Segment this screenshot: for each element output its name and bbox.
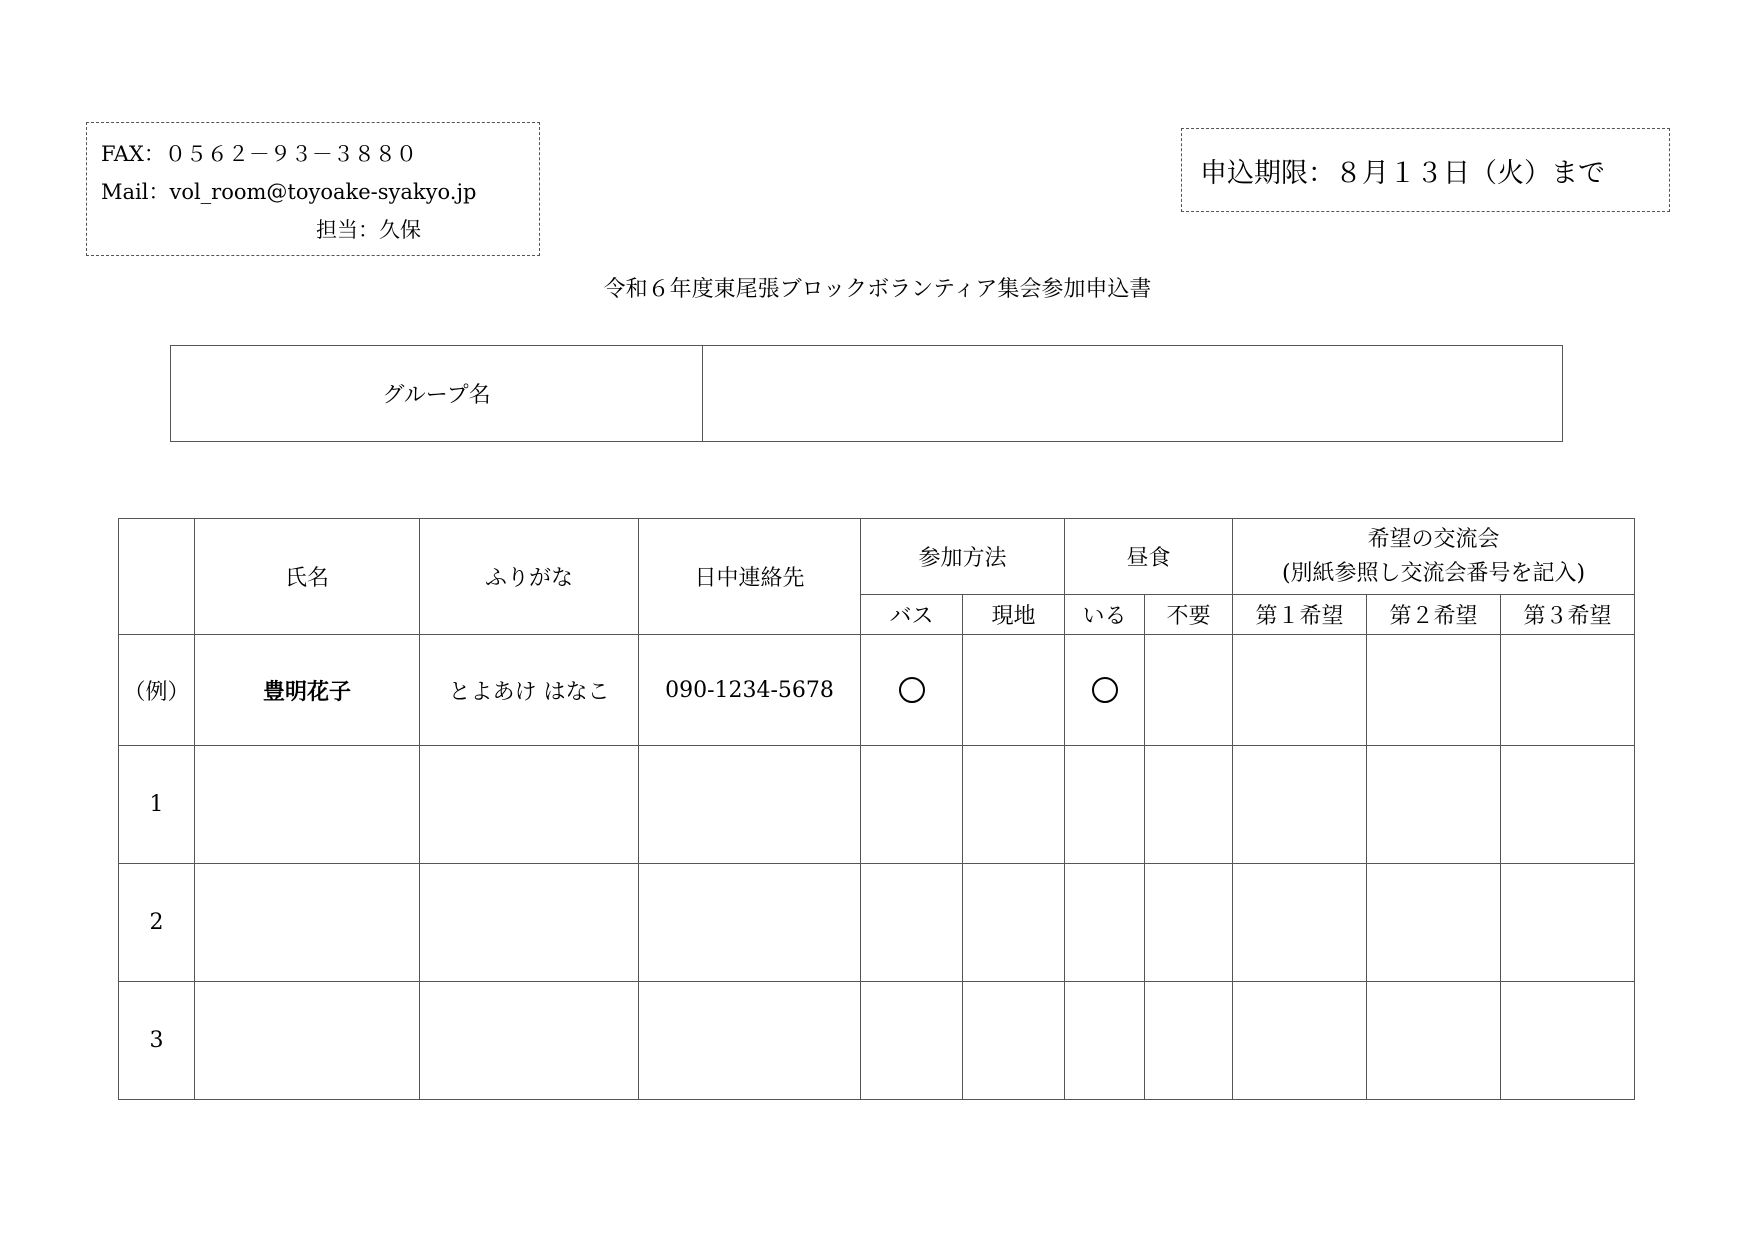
example-local-cell: [963, 635, 1065, 746]
header-wish3: 第３希望: [1501, 595, 1635, 635]
lunch-no-field[interactable]: [1145, 982, 1233, 1100]
table-row: [119, 746, 1635, 864]
header-bus: バス: [861, 595, 963, 635]
lunch-yes-field[interactable]: [1065, 746, 1145, 864]
example-furigana: とよあけ はなこ: [420, 635, 639, 746]
contact-person: 担当：久保: [316, 218, 421, 242]
table-row: [119, 864, 1635, 982]
example-lunch-yes-cell: [1065, 635, 1145, 746]
wish3-field[interactable]: [1501, 864, 1635, 982]
group-table: [170, 345, 1563, 442]
row-number: 1: [119, 746, 195, 864]
header-lunch: 昼食: [1065, 519, 1233, 595]
header-wish-exchange: [1233, 519, 1635, 595]
wish2-field[interactable]: [1367, 746, 1501, 864]
wish2-field[interactable]: [1367, 982, 1501, 1100]
phone-field[interactable]: [639, 746, 861, 864]
header-daytime-contact: 日中連絡先: [639, 519, 861, 635]
bus-field[interactable]: [861, 746, 963, 864]
row-number: 2: [119, 864, 195, 982]
fax-number: FAX：０５６２－９３－３８８０: [101, 142, 417, 166]
table-row: [119, 982, 1635, 1100]
bus-field[interactable]: [861, 864, 963, 982]
header-local: 現地: [963, 595, 1065, 635]
deadline-text: 申込期限：８月１３日（火）まで: [1200, 157, 1605, 189]
contact-box: [86, 122, 540, 256]
header-name: 氏名: [195, 519, 420, 635]
example-wish1-cell: [1233, 635, 1367, 746]
deadline-box: [1181, 128, 1670, 212]
wish1-field[interactable]: [1233, 746, 1367, 864]
application-table: [118, 518, 1635, 1100]
bus-field[interactable]: [861, 982, 963, 1100]
circle-mark-icon: [1092, 677, 1118, 703]
header-lunch-no: 不要: [1145, 595, 1233, 635]
lunch-no-field[interactable]: [1145, 864, 1233, 982]
lunch-yes-field[interactable]: [1065, 982, 1145, 1100]
wish1-field[interactable]: [1233, 982, 1367, 1100]
example-label: （例）: [119, 635, 195, 746]
local-field[interactable]: [963, 746, 1065, 864]
circle-mark-icon: [899, 677, 925, 703]
name-field[interactable]: [195, 864, 420, 982]
header-furigana: ふりがな: [420, 519, 639, 635]
phone-field[interactable]: [639, 864, 861, 982]
wish3-field[interactable]: [1501, 982, 1635, 1100]
local-field[interactable]: [963, 982, 1065, 1100]
wish-header-line2: (別紙参照し交流会番号を記入): [1281, 560, 1586, 586]
furigana-field[interactable]: [420, 982, 639, 1100]
header-wish1: 第１希望: [1233, 595, 1367, 635]
group-name-field[interactable]: [703, 346, 1563, 442]
row-number: 3: [119, 982, 195, 1100]
header-number: [119, 519, 195, 635]
local-field[interactable]: [963, 864, 1065, 982]
example-wish2-cell: [1367, 635, 1501, 746]
header-participation-method: 参加方法: [861, 519, 1065, 595]
wish3-field[interactable]: [1501, 746, 1635, 864]
name-field[interactable]: [195, 746, 420, 864]
phone-field[interactable]: [639, 982, 861, 1100]
wish1-field[interactable]: [1233, 864, 1367, 982]
example-row: [119, 635, 1635, 746]
example-name: 豊明花子: [195, 635, 420, 746]
header-lunch-yes: いる: [1065, 595, 1145, 635]
lunch-yes-field[interactable]: [1065, 864, 1145, 982]
example-phone: 090-1234-5678: [639, 635, 861, 746]
mail-address: Mail：vol_room@toyoake-syakyo.jp: [101, 180, 477, 204]
lunch-no-field[interactable]: [1145, 746, 1233, 864]
example-wish3-cell: [1501, 635, 1635, 746]
furigana-field[interactable]: [420, 864, 639, 982]
wish2-field[interactable]: [1367, 864, 1501, 982]
wish-header-line1: 希望の交流会: [1367, 526, 1500, 552]
furigana-field[interactable]: [420, 746, 639, 864]
example-bus-cell: [861, 635, 963, 746]
group-name-label: グループ名: [171, 346, 703, 442]
document-title: 令和６年度東尾張ブロックボランティア集会参加申込書: [603, 277, 1152, 302]
header-wish2: 第２希望: [1367, 595, 1501, 635]
name-field[interactable]: [195, 982, 420, 1100]
example-lunch-no-cell: [1145, 635, 1233, 746]
